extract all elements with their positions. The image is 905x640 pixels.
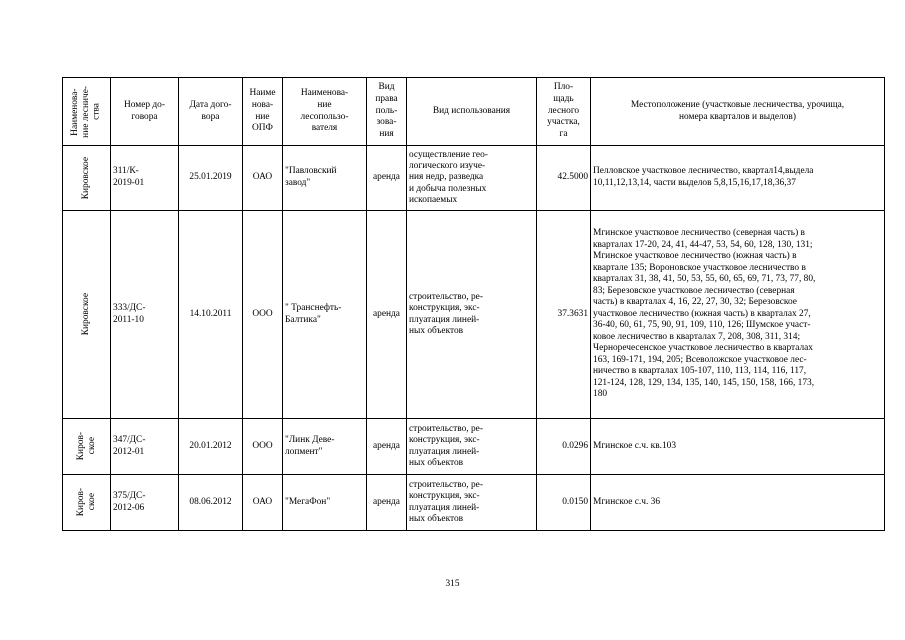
usage-type-cell: строительство, ре- конструкция, экс- плуатация линей- ных объектов bbox=[407, 211, 537, 419]
contract-date-cell: 25.01.2019 bbox=[179, 146, 243, 211]
right-type-cell: аренда bbox=[367, 419, 407, 475]
forestry-cell: Киров- ское bbox=[63, 475, 111, 531]
location-cell: Мгинское с.ч. 36 bbox=[591, 475, 885, 531]
forest-user-cell: "Линк Деве- лопмент" bbox=[283, 419, 367, 475]
contract-number-cell: 375/ДС- 2012-06 bbox=[111, 475, 179, 531]
location-cell: Мгинское участковое лесничество (северная часть) в кварталах 17-20, 24, 41, 44-47, 53, 54, 60, 128, 130, 131; Мгинское участковое лесничество (южная часть) в квартале 135; Вороновское участковое лесничество в кварталах 31, 38, 41, 50, 53, 55, 60, 65, 69, 71, 73, 77, 80, 83; Березовское участковое лесничество (северная часть) в кварталах 4, 16, 22, 27, 30, 32; Березовское участковое лесничество (южная часть) в кварталах 27, 36-40, 60, 61, 75, 90, 91, 109, 110, 126; Шумское участ- ковое лесничество в кварталах 7, 208, 308, 311, 314; Черноречесенское участковое лесничество в кварталах 163, 169-171, 194, 205; Всеволожское участковое лес- ничество в кварталах 105-107, 110, 113, 114, 116, 117, 121-124, 128, 129, 134, 135, 140, 145, 150, 158, 166, 173, 180 bbox=[591, 211, 885, 419]
forest-user-cell: "Павловский завод" bbox=[283, 146, 367, 211]
header-opf: Наиме нова- ние ОПФ bbox=[243, 78, 283, 146]
right-type-cell: аренда bbox=[367, 475, 407, 531]
right-type-cell: аренда bbox=[367, 146, 407, 211]
area-cell: 42.5000 bbox=[537, 146, 591, 211]
location-cell: Пелловское участковое лесничество, квартал14,выдела 10,11,12,13,14, части выделов 5,8,15,16,17,18,36,37 bbox=[591, 146, 885, 211]
area-cell: 0.0150 bbox=[537, 475, 591, 531]
forestry-cell: Кировское bbox=[63, 211, 111, 419]
header-usage-type: Вид использования bbox=[407, 78, 537, 146]
page-number: 315 bbox=[445, 579, 460, 589]
opf-cell: ООО bbox=[243, 211, 283, 419]
header-row bbox=[63, 78, 885, 146]
opf-cell: ОАО bbox=[243, 146, 283, 211]
contract-number-cell: 311/К- 2019-01 bbox=[111, 146, 179, 211]
usage-type-cell: строительство, ре- конструкция, экс- плуатация линей- ных объектов bbox=[407, 419, 537, 475]
header-contract-date: Дата дого- вора bbox=[179, 78, 243, 146]
header-right-type: Вид права поль- зова- ния bbox=[367, 78, 407, 146]
contract-date-cell: 08.06.2012 bbox=[179, 475, 243, 531]
header-area: Пло- щадь лесного участка, га bbox=[537, 78, 591, 146]
forest-lease-table bbox=[62, 77, 885, 531]
header-contract-number: Номер до- говора bbox=[111, 78, 179, 146]
header-forest-user: Наименова- ние лесопользо- вателя bbox=[283, 78, 367, 146]
usage-type-cell: осуществление гео- логического изуче- ния недр, разведка и добыча полезных ископаемых bbox=[407, 146, 537, 211]
forestry-cell: Киров- ское bbox=[63, 419, 111, 475]
forestry-cell: Кировское bbox=[63, 146, 111, 211]
contract-number-cell: 333/ДС- 2011-10 bbox=[111, 211, 179, 419]
contract-date-cell: 14.10.2011 bbox=[179, 211, 243, 419]
header-location: Местоположение (участковые лесничества, урочища, номера кварталов и выделов) bbox=[591, 78, 885, 146]
header-forestry: Наименова- ние лесниче- ства bbox=[63, 78, 111, 146]
forest-user-cell: "МегаФон" bbox=[283, 475, 367, 531]
table-row bbox=[63, 419, 885, 475]
area-cell: 37.3631 bbox=[537, 211, 591, 419]
table-row bbox=[63, 211, 885, 419]
forest-user-cell: " Транснефть- Балтика" bbox=[283, 211, 367, 419]
opf-cell: ООО bbox=[243, 419, 283, 475]
right-type-cell: аренда bbox=[367, 211, 407, 419]
contract-date-cell: 20.01.2012 bbox=[179, 419, 243, 475]
table-row bbox=[63, 475, 885, 531]
area-cell: 0.0296 bbox=[537, 419, 591, 475]
location-cell: Мгинское с.ч. кв.103 bbox=[591, 419, 885, 475]
opf-cell: ОАО bbox=[243, 475, 283, 531]
contract-number-cell: 347/ДС- 2012-01 bbox=[111, 419, 179, 475]
usage-type-cell: строительство, ре- конструкция, экс- плуатация линей- ных объектов bbox=[407, 475, 537, 531]
table-row bbox=[63, 146, 885, 211]
